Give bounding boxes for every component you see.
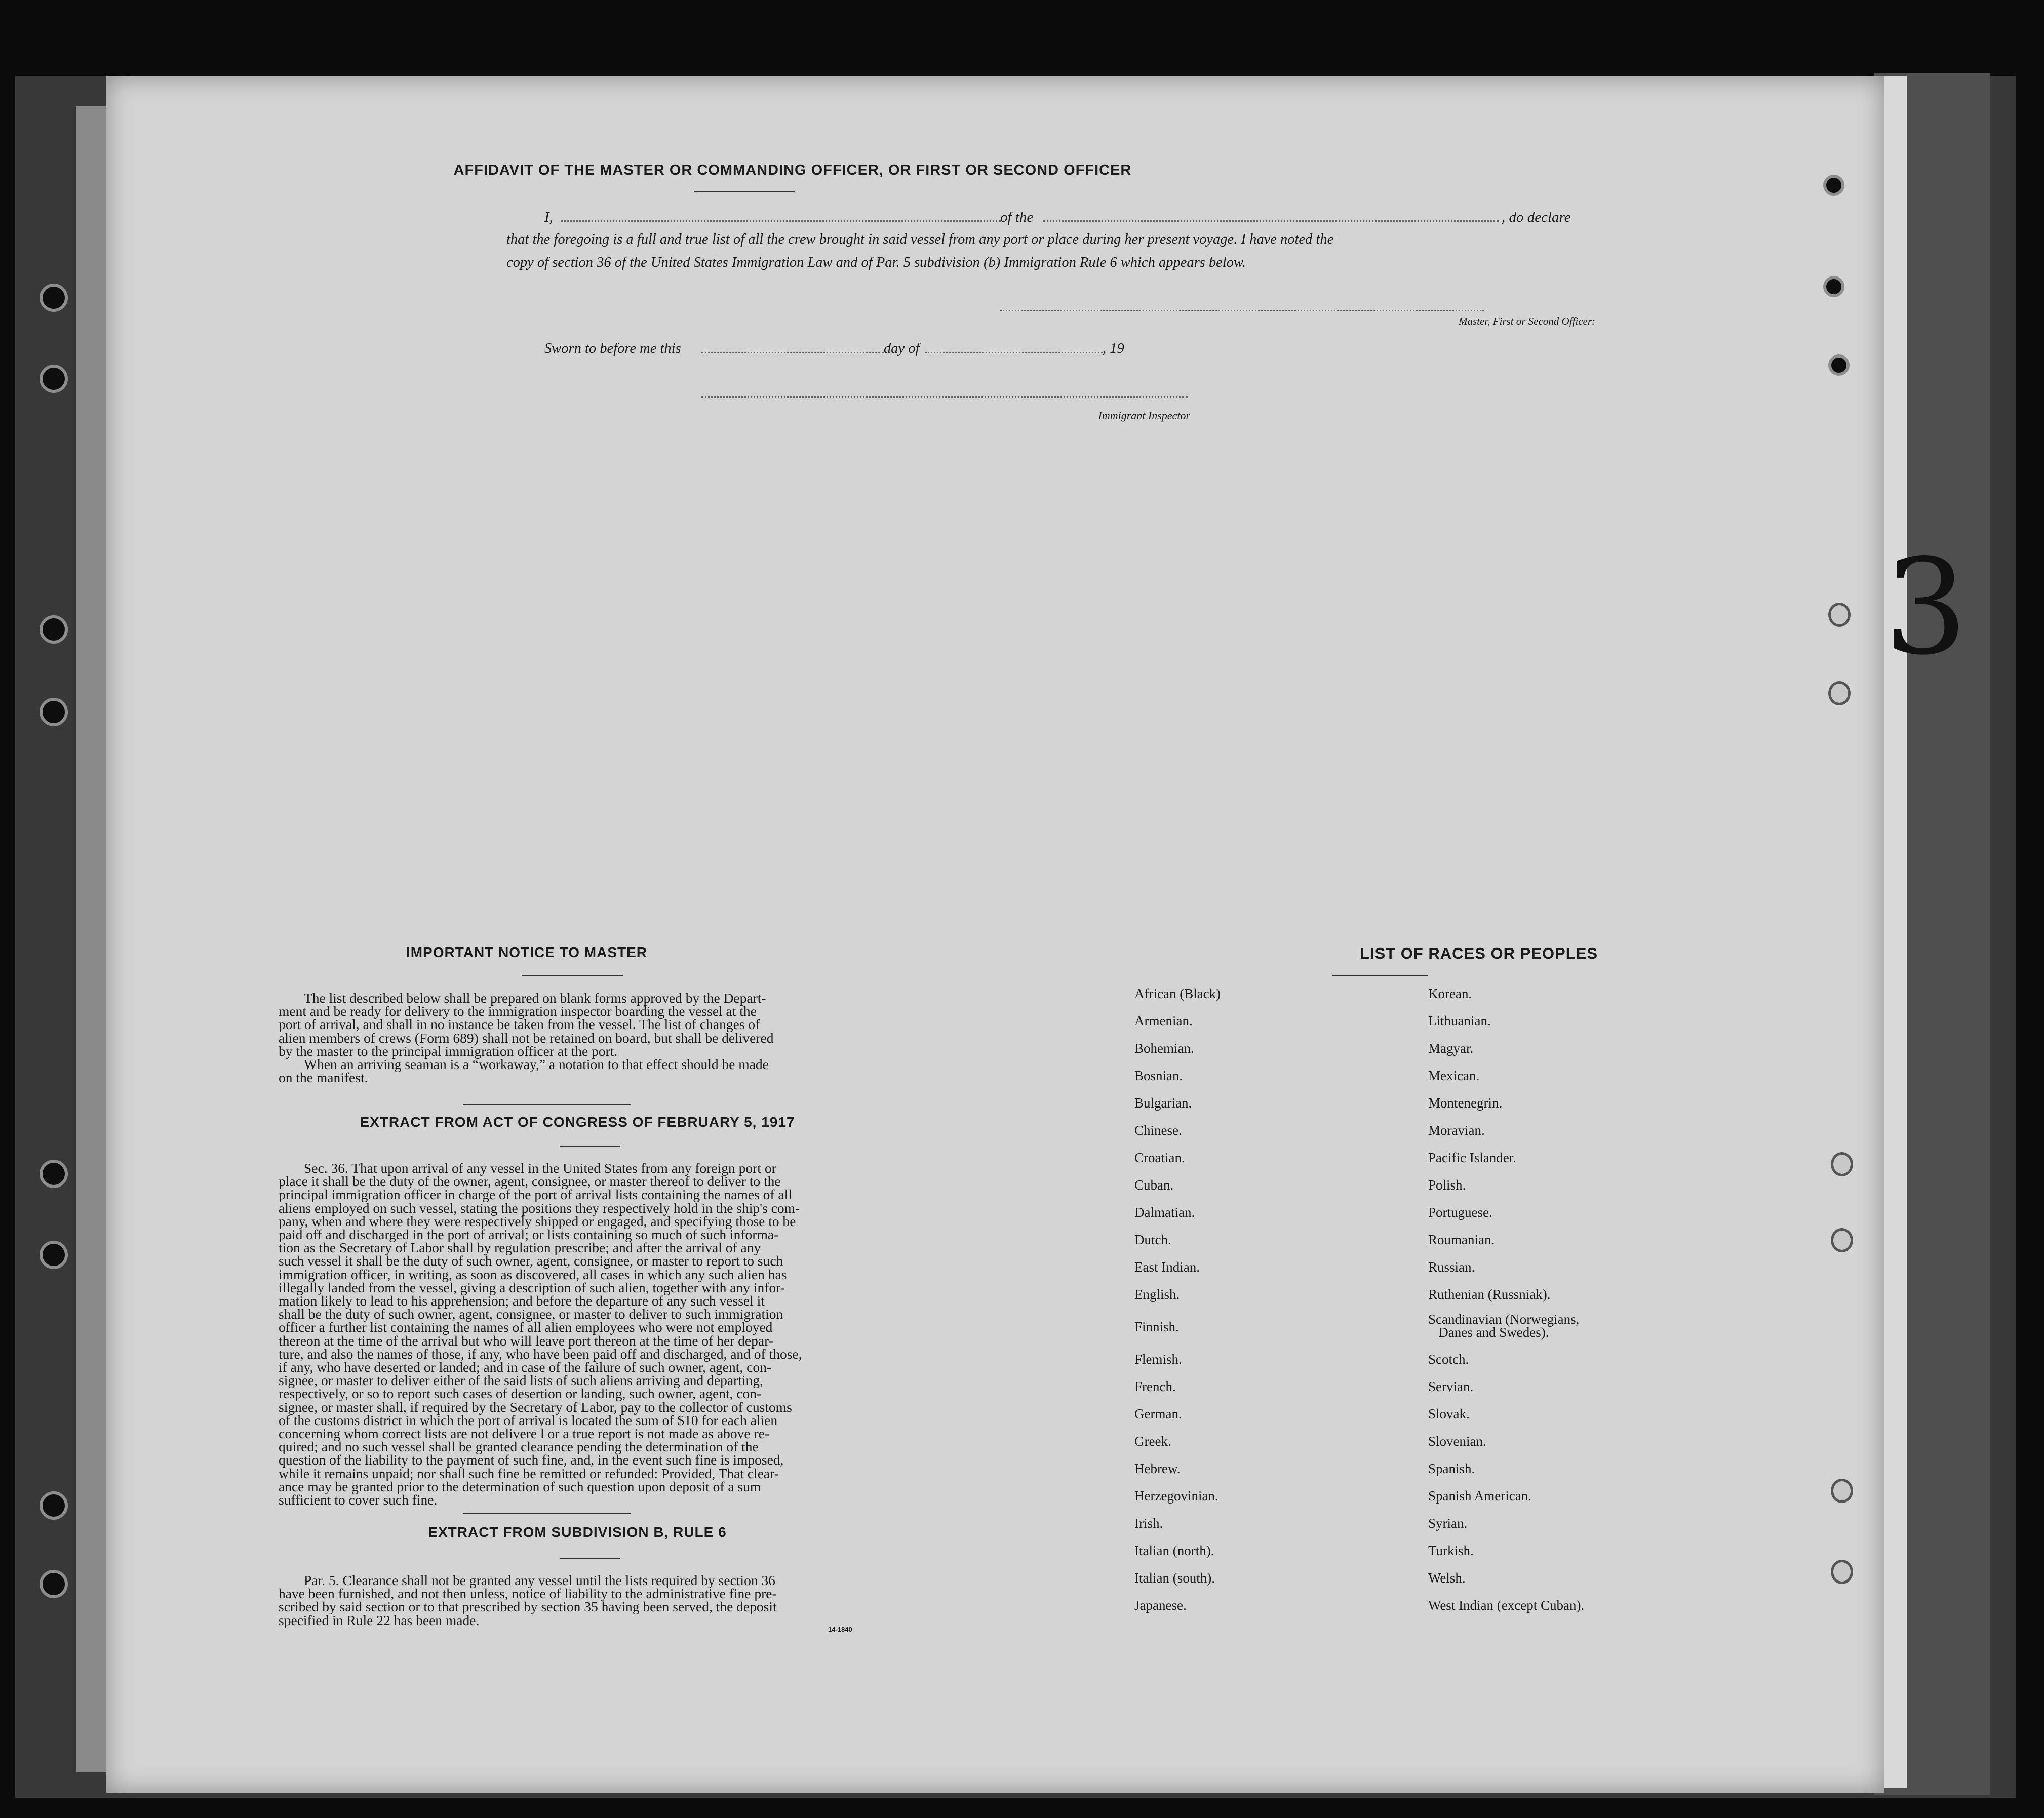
race-item: Dutch. xyxy=(1134,1232,1171,1247)
act-line: signee, or master shall, if required by the Secretary of Labor, pay to the collector of customs xyxy=(279,1399,792,1415)
notice-divider xyxy=(522,975,623,976)
act-line: respectively, or so to report such cases of desertion or landing, such owner, agent, con- xyxy=(279,1386,762,1402)
race-item: Korean. xyxy=(1428,986,1472,1001)
notice-line: ment and be ready for delivery to the immigration inspector boarding the vessel at the xyxy=(279,1003,757,1019)
race-item: Dalmatian. xyxy=(1134,1205,1195,1220)
race-item: Moravian. xyxy=(1428,1123,1485,1138)
race-item: Spanish. xyxy=(1428,1461,1475,1476)
notice-line: port of arrival, and shall in no instance be taken from the vessel. The list of changes of xyxy=(279,1016,760,1033)
race-item: Japanese. xyxy=(1134,1598,1187,1613)
rule-title: EXTRACT FROM SUBDIVISION B, RULE 6 xyxy=(428,1524,727,1540)
punch-hole xyxy=(1823,276,1844,297)
race-item: Chinese. xyxy=(1134,1123,1182,1138)
race-item: Slovak. xyxy=(1428,1406,1470,1421)
race-item: Croatian. xyxy=(1134,1150,1185,1165)
punch-hole xyxy=(1831,1228,1853,1252)
punch-hole xyxy=(1828,354,1850,376)
act-divider-top xyxy=(463,1104,631,1105)
race-item: African (Black) xyxy=(1134,986,1221,1001)
race-item: Servian. xyxy=(1428,1379,1474,1394)
rule-divider-top xyxy=(463,1513,631,1514)
punch-hole xyxy=(40,698,68,726)
act-line: such vessel it shall be the duty of such owner, agent, consignee, or master to report to such xyxy=(279,1253,783,1269)
declaration-line-2: that the foregoing is a full and true list of all the crew brought in said vessel from any port or place during her present voyage. I have noted the xyxy=(506,231,1334,247)
race-item: Spanish American. xyxy=(1428,1488,1531,1504)
race-item: English. xyxy=(1134,1287,1180,1302)
master-signature-line[interactable] xyxy=(1000,310,1484,311)
race-item: Italian (north). xyxy=(1134,1543,1214,1558)
race-item: Herzegovinian. xyxy=(1134,1488,1218,1504)
race-item: Slovenian. xyxy=(1428,1434,1486,1449)
race-item: West Indian (except Cuban). xyxy=(1428,1598,1585,1613)
punch-hole xyxy=(40,365,68,393)
notice-title: IMPORTANT NOTICE TO MASTER xyxy=(406,944,648,960)
race-item: Armenian. xyxy=(1134,1013,1193,1029)
sworn-text: Sworn to before me this xyxy=(544,341,681,357)
sworn-month-fill-in[interactable] xyxy=(925,352,1103,353)
punch-hole xyxy=(1831,1152,1853,1176)
race-item: Finnish. xyxy=(1134,1319,1179,1334)
race-item: Polish. xyxy=(1428,1177,1466,1193)
act-line: of the customs district in which the port of arrival is located the sum of $10 for each alien xyxy=(279,1412,778,1428)
race-item: Turkish. xyxy=(1428,1543,1474,1558)
races-title: LIST OF RACES OR PEOPLES xyxy=(1359,944,1598,962)
affidavit-title: AFFIDAVIT OF THE MASTER OR COMMANDING OFFICER, OR FIRST OR SECOND OFFICER xyxy=(453,162,1132,178)
act-text xyxy=(279,1162,861,1507)
declaration-of-the: of the xyxy=(1000,209,1034,225)
race-item: Ruthenian (Russniak). xyxy=(1428,1287,1551,1302)
notice-text xyxy=(279,992,861,1084)
race-item: Montenegrin. xyxy=(1428,1095,1503,1111)
race-item: Irish. xyxy=(1134,1516,1163,1531)
inspector-caption: Immigrant Inspector xyxy=(1098,409,1190,422)
race-item: East Indian. xyxy=(1134,1259,1200,1275)
punch-hole xyxy=(40,284,68,312)
master-signature-caption: Master, First or Second Officer: xyxy=(1458,315,1595,327)
act-line: aliens employed on such vessel, stating the positions they respectively hold in the ship's com- xyxy=(279,1200,800,1216)
act-line: shall be the duty of such owner, agent, consignee, or master to deliver to such immigration xyxy=(279,1306,783,1322)
punch-hole xyxy=(1823,175,1844,196)
race-item: Italian (south). xyxy=(1134,1570,1215,1586)
notice-line: The list described below shall be prepared on blank forms approved by the Depart- xyxy=(304,990,766,1006)
form-number: 14-1840 xyxy=(828,1626,852,1633)
act-line: ture, and also the names of those, if any, who have been paid off and discharged, and of those, xyxy=(279,1346,802,1362)
punch-hole xyxy=(40,1160,68,1188)
sworn-day-fill-in[interactable] xyxy=(701,352,884,353)
notice-line: alien members of crews (Form 689) shall not be retained on board, but shall be delivered xyxy=(279,1030,774,1046)
act-line: question of the liability to the payment of such fine, and, in the event such fine is imposed, xyxy=(279,1452,784,1468)
notice-line: on the manifest. xyxy=(279,1070,368,1086)
race-item: French. xyxy=(1134,1379,1176,1394)
race-item: Welsh. xyxy=(1428,1570,1466,1586)
race-item: Lithuanian. xyxy=(1428,1013,1491,1029)
act-line: thereon at the time of the arrival but who will leave port thereon at the time of her depar- xyxy=(279,1332,773,1349)
sworn-year: , 19 xyxy=(1103,341,1124,357)
races-divider xyxy=(1332,975,1428,976)
punch-hole xyxy=(40,615,68,644)
act-line: illegally landed from the vessel, giving a description of such alien, together with any infor- xyxy=(279,1279,785,1295)
race-item: Mexican. xyxy=(1428,1068,1480,1083)
rule-line: specified in Rule 22 has been made. xyxy=(279,1612,480,1628)
act-line: mation likely to lead to his apprehension; and before the departure of any such vessel it xyxy=(279,1293,765,1309)
punch-hole xyxy=(1828,603,1851,627)
act-line: quired; and no such vessel shall be granted clearance pending the determination of the xyxy=(279,1439,759,1455)
race-item: Greek. xyxy=(1134,1434,1171,1449)
race-item: Bohemian. xyxy=(1134,1041,1194,1056)
act-line: principal immigration officer in charge of the port of arrival lists containing the names of all xyxy=(279,1187,792,1203)
act-line: while it remains unpaid; nor shall such fine be remitted or refunded: Provided, That clear- xyxy=(279,1465,779,1481)
declaration-end: , do declare xyxy=(1502,209,1571,225)
sworn-day-of: day of xyxy=(884,341,920,357)
act-line: immigration officer, in writing, as soon as discovered, all cases in which any such alien has xyxy=(279,1266,787,1282)
act-line: paid off and discharged in the port of arrival; or lists containing so much of such informa- xyxy=(279,1227,779,1243)
punch-hole xyxy=(1831,1560,1853,1584)
act-line: place it shall be the duty of the owner, agent, consignee, or master thereof to deliver to the xyxy=(279,1173,781,1190)
punch-hole xyxy=(1828,681,1851,705)
race-item: Cuban. xyxy=(1134,1177,1174,1193)
rule-divider-bottom xyxy=(560,1558,620,1559)
punch-hole xyxy=(40,1241,68,1269)
race-item: Hebrew. xyxy=(1134,1461,1181,1476)
inspector-signature-line[interactable] xyxy=(701,396,1188,398)
act-line: officer a further list containing the names of all alien employees who were not employed xyxy=(279,1319,773,1335)
race-item: Russian. xyxy=(1428,1259,1475,1275)
race-item: Portuguese. xyxy=(1428,1205,1492,1220)
punch-hole xyxy=(40,1491,68,1520)
margin-handwritten-mark: 3 xyxy=(1884,531,1968,684)
race-item: Magyar. xyxy=(1428,1041,1474,1056)
declaration-line-3: copy of section 36 of the United States Immigration Law and of Par. 5 subdivision (b) Immigration Rule 6 which appears below. xyxy=(506,255,1246,270)
rule-line: have been furnished, and not then unless, notice of liability to the administrative fine pre- xyxy=(279,1586,777,1602)
act-line: sufficient to cover such fine. xyxy=(279,1492,438,1508)
rule-text xyxy=(279,1574,861,1627)
document-page xyxy=(106,76,1884,1793)
act-divider-bottom xyxy=(560,1146,620,1147)
act-line: signee, or master to deliver either of the said lists of such aliens arriving and departing, xyxy=(279,1372,763,1389)
race-item: Flemish. xyxy=(1134,1352,1182,1367)
race-item: German. xyxy=(1134,1406,1182,1421)
act-line: Sec. 36. That upon arrival of any vessel in the United States from any foreign port or xyxy=(304,1160,776,1176)
race-item: Scotch. xyxy=(1428,1352,1469,1367)
notice-line: When an arriving seaman is a “workaway,” a notation to that effect should be made xyxy=(304,1056,769,1073)
rule-line: Par. 5. Clearance shall not be granted any vessel until the lists required by section 36 xyxy=(304,1572,775,1588)
act-line: if any, who have deserted or landed; and in case of the failure of such owner, agent, con- xyxy=(279,1359,771,1375)
act-line: concerning whom correct lists are not delivere l or a true report is not made as above re- xyxy=(279,1426,769,1442)
act-line: ance may be granted prior to the determination of such question upon deposit of a sum xyxy=(279,1478,761,1494)
name-fill-in[interactable] xyxy=(561,220,1001,222)
notice-line: by the master to the principal immigration officer at the port. xyxy=(279,1043,618,1059)
act-line: tion as the Secretary of Labor shall by regulation prescribe; and after the arrival of any xyxy=(279,1240,761,1256)
title-divider xyxy=(694,191,795,192)
act-title: EXTRACT FROM ACT OF CONGRESS OF FEBRUARY 5, 1917 xyxy=(360,1114,795,1130)
race-item: Bosnian. xyxy=(1134,1068,1183,1083)
punch-hole xyxy=(1831,1479,1853,1503)
act-line: pany, when and where they were respectively shipped or engaged, and specifying those to be xyxy=(279,1213,796,1229)
race-item: Scandinavian (Norwegians, Danes and Swedes). xyxy=(1428,1312,1580,1340)
race-item: Syrian. xyxy=(1428,1516,1468,1531)
race-item: Pacific Islander. xyxy=(1428,1150,1516,1165)
declaration-i: I, xyxy=(544,209,553,225)
race-item: Roumanian. xyxy=(1428,1232,1495,1247)
rule-line: scribed by said section or to that prescribed by section 35 having been served, the deposit xyxy=(279,1599,777,1615)
race-item: Bulgarian. xyxy=(1134,1095,1192,1111)
vessel-fill-in[interactable] xyxy=(1043,220,1499,222)
punch-hole xyxy=(40,1570,68,1598)
